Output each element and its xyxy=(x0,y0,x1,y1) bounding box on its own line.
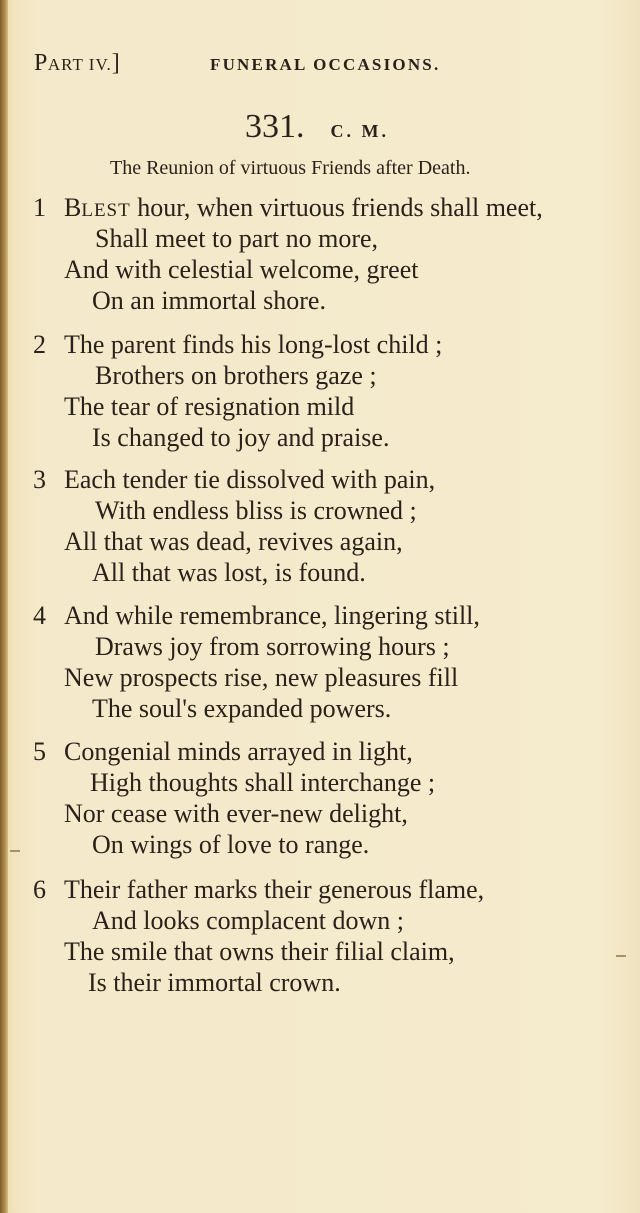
part-label: PART IV.] xyxy=(34,50,121,76)
running-header xyxy=(34,50,594,80)
verse-line: Is their immortal crown. xyxy=(88,968,341,997)
verse-line: And with celestial welcome, greet xyxy=(64,255,419,284)
stanza-number: 5 xyxy=(33,737,46,766)
verse-line: And while remembrance, lingering still, xyxy=(64,601,480,630)
verse-line: Brothers on brothers gaze ; xyxy=(95,361,377,390)
verse-line: Congenial minds arrayed in light, xyxy=(64,737,413,766)
print-mark xyxy=(616,955,626,957)
verse-line: Nor cease with ever-new delight, xyxy=(64,799,408,828)
verse-line: On wings of love to range. xyxy=(92,830,370,859)
hymn-heading xyxy=(0,108,640,146)
verse-line: With endless bliss is crowned ; xyxy=(95,496,417,525)
stanza-number: 1 xyxy=(33,193,46,222)
stanza-number: 6 xyxy=(33,875,46,904)
hymn-meter: C. M. xyxy=(330,121,389,141)
book-spine-edge xyxy=(0,0,8,1213)
verse-line: And looks complacent down ; xyxy=(92,906,404,935)
hymn-number: 331. xyxy=(245,108,305,145)
section-title: FUNERAL OCCASIONS. xyxy=(210,55,441,74)
verse-line: Each tender tie dissolved with pain, xyxy=(64,465,436,494)
verse-line: The smile that owns their filial claim, xyxy=(64,937,455,966)
stanza-number: 3 xyxy=(33,465,46,494)
verse-line: The tear of resignation mild xyxy=(64,392,355,421)
verse-line: Their father marks their generous flame, xyxy=(64,875,485,904)
hymn-subtitle: The Reunion of virtuous Friends after Death. xyxy=(110,157,471,179)
verse-line: The soul's expanded powers. xyxy=(92,694,392,723)
verse-line: Shall meet to part no more, xyxy=(95,224,379,253)
verse-line: Is changed to joy and praise. xyxy=(92,423,390,452)
verse-line: Draws joy from sorrowing hours ; xyxy=(95,632,450,661)
verse-line: All that was lost, is found. xyxy=(92,558,366,587)
stanza-number: 2 xyxy=(33,330,46,359)
verse-line: BLEST hour, when virtuous friends shall meet, xyxy=(64,193,543,222)
verse-line: New prospects rise, new pleasures fill xyxy=(64,663,459,692)
verse-line: The parent finds his long-lost child ; xyxy=(64,330,443,359)
verse-line: High thoughts shall interchange ; xyxy=(90,768,436,797)
stanza-number: 4 xyxy=(33,601,46,630)
print-mark xyxy=(10,850,20,852)
verse-line: On an immortal shore. xyxy=(92,286,326,315)
verse-line: All that was dead, revives again, xyxy=(64,527,403,556)
